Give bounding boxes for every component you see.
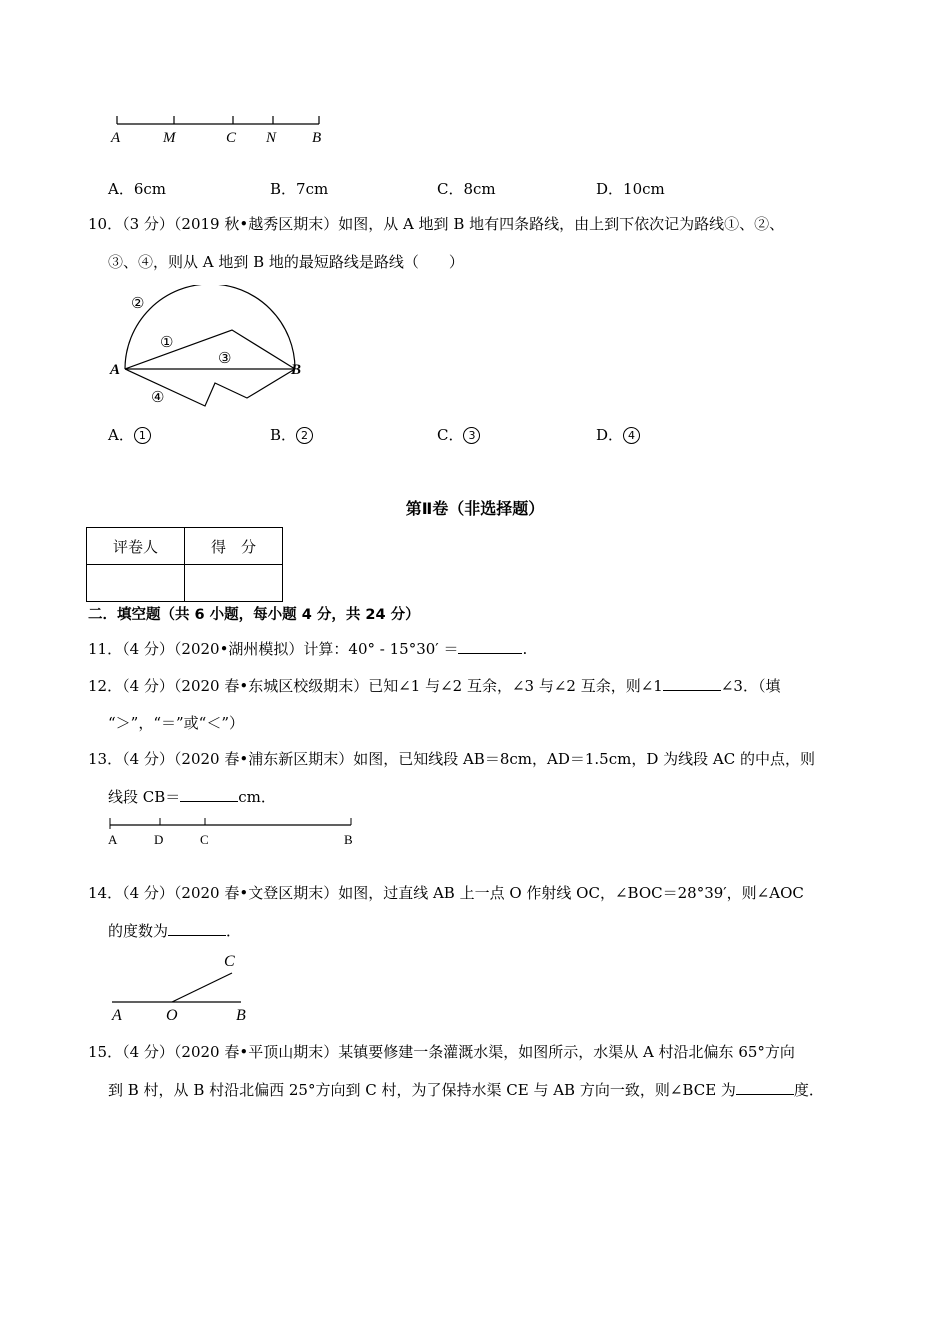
q11-text: 11．（4 分）（2020•湖州模拟）计算：40° - 15°30′ ＝ <box>88 640 459 658</box>
q14-text-b: ． <box>226 922 242 940</box>
q13-text-a: 线段 CB＝ <box>108 788 181 806</box>
q11-end: . <box>522 640 528 658</box>
option-letter: A． <box>108 426 134 444</box>
point-label-c: C <box>200 832 209 847</box>
q12-line-1 <box>88 675 780 696</box>
point-label-d: D <box>154 832 164 847</box>
q15-line-2 <box>108 1079 824 1100</box>
point-label-b: B <box>291 362 302 378</box>
answer-blank <box>180 787 238 802</box>
section-2-heading: 二．填空题（共 6 小题，每小题 4 分，共 24 分） <box>88 607 420 623</box>
q12-text-a: 12．（4 分）（2020 春•东城区校级期末）已知∠1 与∠2 互余，∠3 与∠2 互余，则∠1 <box>88 677 663 695</box>
score-table-header-grader: 评卷人 <box>87 528 185 565</box>
point-label-a: A <box>112 1007 122 1024</box>
answer-blank <box>168 921 226 936</box>
route-label-4: ④ <box>151 390 165 406</box>
q13-line-2 <box>108 786 276 807</box>
score-table <box>86 527 283 602</box>
answer-blank <box>736 1080 794 1095</box>
point-label-c: C <box>224 953 235 970</box>
point-label-n: N <box>266 130 277 146</box>
q14-text-a: 的度数为 <box>108 922 169 940</box>
q10-option-d <box>596 424 640 445</box>
q10-line-2: ③、④，则从 A 地到 B 地的最短路线是路线（ ） <box>108 253 464 271</box>
route-label-1: ① <box>160 335 174 351</box>
answer-blank <box>663 676 721 691</box>
q13-line-1: 13．（4 分）（2020 春•浦东新区期末）如图，已知线段 AB＝8cm，AD＝1.5cm，D 为线段 AC 的中点，则 <box>88 750 815 768</box>
point-label-a: A <box>108 832 118 847</box>
circled-number-3: 3 <box>463 427 480 444</box>
circled-number-1: 1 <box>134 427 151 444</box>
part-2-title: 第Ⅱ卷（非选择题） <box>405 499 545 518</box>
q10-option-b <box>270 424 313 445</box>
answer-blank <box>458 639 522 654</box>
q12-line-2: “＞”，“＝”或“＜”） <box>108 714 245 732</box>
q13-text-b: cm． <box>238 788 276 806</box>
point-label-o: O <box>166 1007 178 1024</box>
circled-number-2: 2 <box>296 427 313 444</box>
option-letter: C． <box>437 426 464 444</box>
q14-line-2 <box>108 920 241 941</box>
score-table-cell-score <box>185 565 283 602</box>
segment-figure-q13 <box>105 815 360 851</box>
q9-option-d: D．10cm <box>596 180 665 198</box>
ray-figure-q14 <box>105 948 265 1028</box>
routes-figure-q10 <box>105 285 315 415</box>
q9-option-c: C．8cm <box>437 180 496 198</box>
score-table-header-score: 得 分 <box>185 528 283 565</box>
q15-line-1: 15．（4 分）（2020 春•平顶山期末）某镇要修建一条灌溉水渠，如图所示，水渠从 A 村沿北偏东 65°方向 <box>88 1043 795 1061</box>
q11-line <box>88 638 527 659</box>
point-label-m: M <box>163 130 176 146</box>
q15-text-a: 到 B 村，从 B 村沿北偏西 25°方向到 C 村，为了保持水渠 CE 与 AB 方向一致，则∠BCE 为 <box>108 1081 736 1099</box>
option-letter: D． <box>596 426 624 444</box>
point-label-a: A <box>110 362 121 378</box>
point-label-c: C <box>226 130 237 146</box>
q14-line-1: 14．（4 分）（2020 春•文登区期末）如图，过直线 AB 上一点 O 作射线 OC，∠BOC＝28°39′，则∠AOC <box>88 884 804 902</box>
q12-text-b: ∠3．（填 <box>720 677 781 695</box>
q9-option-a: A．6cm <box>108 180 167 198</box>
option-letter: B． <box>270 426 297 444</box>
q10-option-a <box>108 424 151 445</box>
point-label-a: A <box>111 130 121 146</box>
route-label-2: ② <box>131 296 145 312</box>
q15-text-b: 度． <box>793 1081 824 1099</box>
point-label-b: B <box>344 832 353 847</box>
score-table-cell-grader <box>87 565 185 602</box>
route-label-3: ③ <box>218 351 232 367</box>
circled-number-4: 4 <box>623 427 640 444</box>
q10-line-1: 10．（3 分）（2019 秋•越秀区期末）如图，从 A 地到 B 地有四条路线，由上到下依次记为路线①、②、 <box>88 215 785 233</box>
segment-figure-q9 <box>105 110 335 150</box>
q10-option-c <box>437 424 480 445</box>
q9-option-b: B．7cm <box>270 180 329 198</box>
point-label-b: B <box>236 1007 246 1024</box>
point-label-b: B <box>312 130 322 146</box>
